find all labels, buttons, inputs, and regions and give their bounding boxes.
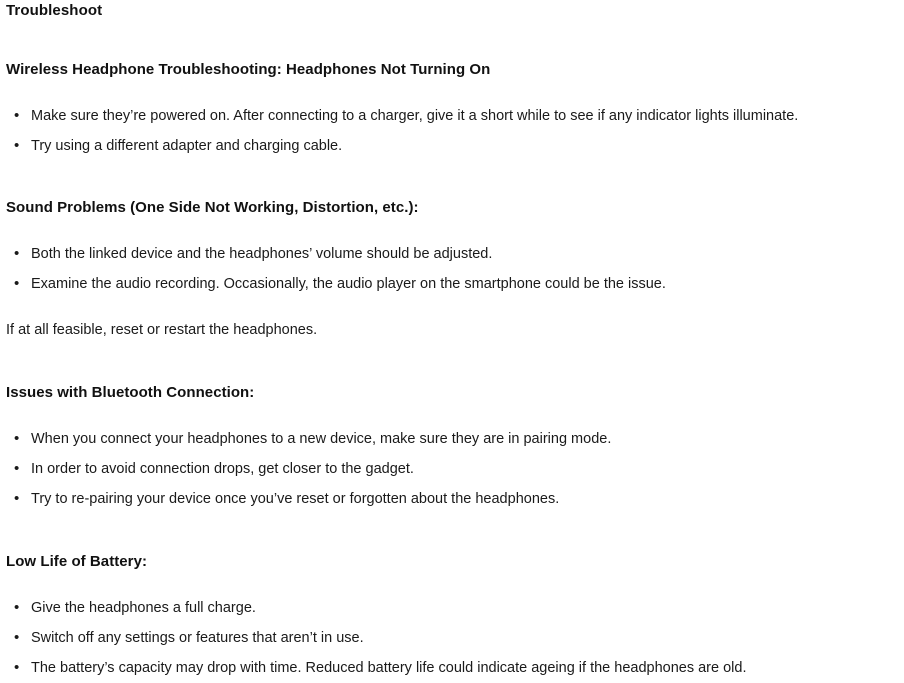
bullet-icon: • [14,137,20,154]
list-item [6,653,898,683]
bullet-icon: • [14,245,20,262]
list-item [6,623,898,653]
list-item [6,101,898,131]
section-heading-sound: Sound Problems (One Side Not Working, Distortion, etc.): [6,199,419,216]
list-item [6,484,898,514]
bullet-list-bluetooth [6,424,898,514]
bullet-icon: • [14,430,20,447]
list-item [6,269,898,299]
list-item [6,424,898,454]
list-item-text: Try using a different adapter and charging cable. [31,138,343,154]
section-heading-bluetooth: Issues with Bluetooth Connection: [6,384,255,401]
list-item [6,239,898,269]
bullet-icon: • [14,490,20,507]
bullet-list-battery [6,593,898,683]
list-item-text: Try to re-pairing your device once you’ve reset or forgotten about the headphones. [31,491,560,507]
section-heading-power: Wireless Headphone Troubleshooting: Headphones Not Turning On [6,61,491,78]
bullet-list-power [6,101,898,161]
list-item-text: Switch off any settings or features that aren’t in use. [31,630,364,646]
page-title: Troubleshoot [6,2,103,19]
bullet-icon: • [14,659,20,676]
paragraph-reset-note: If at all feasible, reset or restart the headphones. [6,322,318,338]
bullet-icon: • [14,599,20,616]
list-item-text: Make sure they’re powered on. After connecting to a charger, give it a short while to see if any indicator lights illuminate. [31,108,799,124]
list-item-text: The battery’s capacity may drop with time. Reduced battery life could indicate ageing if the headphones are old. [31,660,747,676]
list-item [6,454,898,484]
bullet-list-sound [6,239,898,299]
list-item-text: When you connect your headphones to a new device, make sure they are in pairing mode. [31,431,612,447]
list-item-text: In order to avoid connection drops, get closer to the gadget. [31,461,414,477]
bullet-icon: • [14,275,20,292]
list-item [6,131,898,161]
bullet-icon: • [14,107,20,124]
bullet-icon: • [14,629,20,646]
bullet-icon: • [14,460,20,477]
list-item [6,593,898,623]
list-item-text: Give the headphones a full charge. [31,600,256,616]
list-item-text: Both the linked device and the headphones’ volume should be adjusted. [31,246,493,262]
list-item-text: Examine the audio recording. Occasionally, the audio player on the smartphone could be the issue. [31,276,666,292]
section-heading-battery: Low Life of Battery: [6,553,148,570]
